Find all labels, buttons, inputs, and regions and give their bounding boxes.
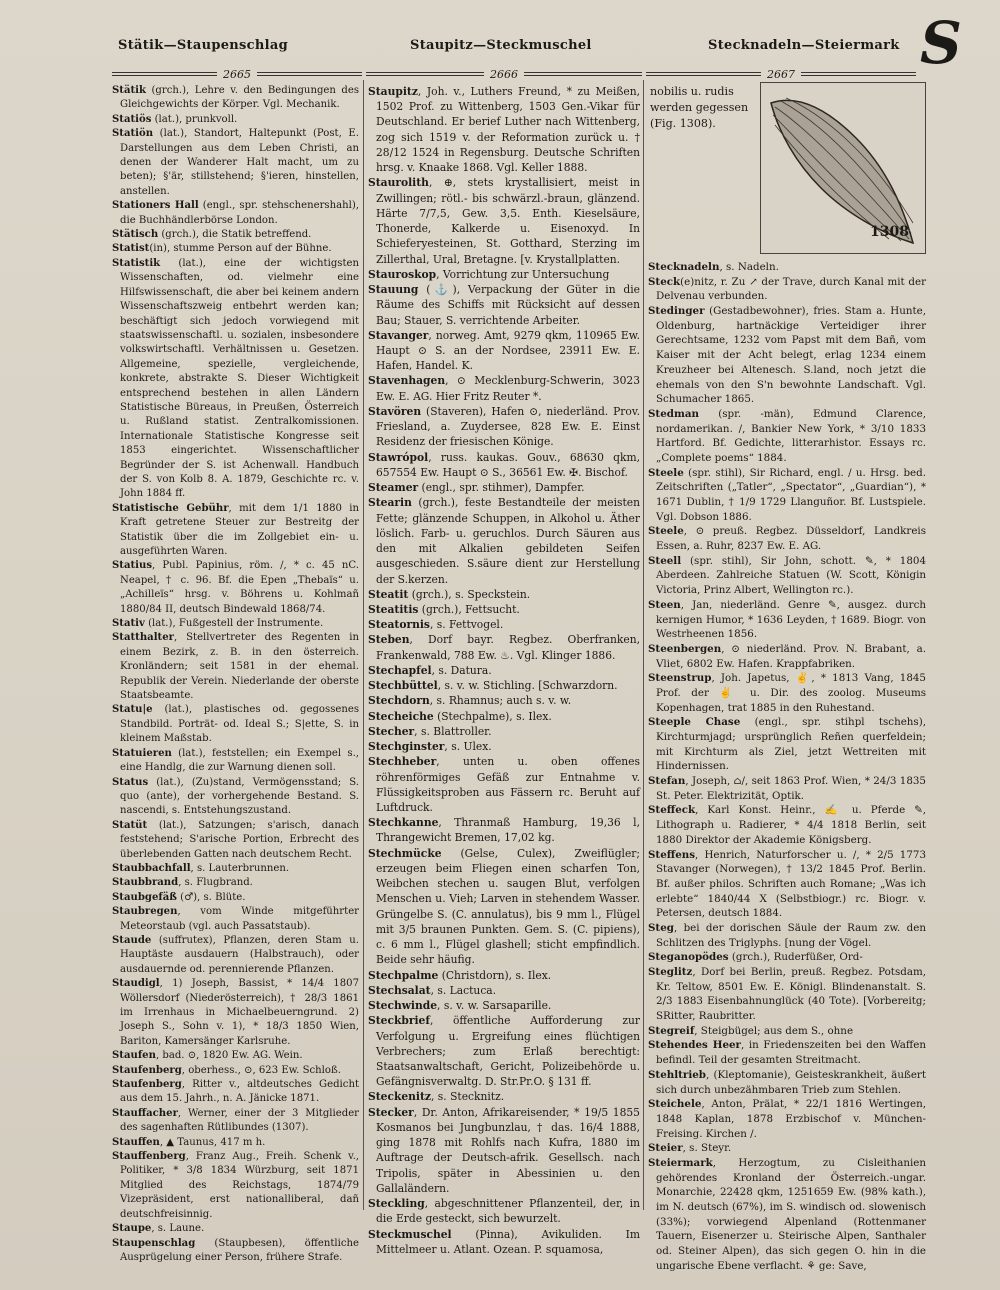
dictionary-entry: Statistik (lat.), eine der wichtigsten Wissenschaften, od. vielmehr eine Hilfswissenschaft, die aber bei keinem andern Wissenschaftszweig entbehrt werden kan; beschäftigt sich jedoch vorwiegend mit staatswissenschaftl. u. sozialen, insbesondere volkswirtschaftl. Verhältnissen u. Gesetzen. Allgemeine, spezielle, vergleichende, konkrete, abstrakte S. Dieser Wichtigkeit entsprechend bestehen in allen Ländern Statistische Büreaus, in Preußen, Österreich u. Rußland statist. Zentralkomissionen. Internationale Statistische Kongresse seit 1853 eingerichtet. Wissenschaftlicher Begründer der S. ist Achenwall. Handbuch der S. von Kolb 8. A. 1879, Geschichte rc. v. John 1884 ff.	[112, 257, 359, 500]
dictionary-entry: Stätik (grch.), Lehre v. den Bedingungen des Gleichgewichts der Körper. Vgl. Mechanik.	[112, 85, 359, 111]
running-head-middle: Staupitz—Steckmuschel	[410, 38, 592, 53]
dictionary-entry: Steffeck, Karl Konst. Heinr., ✍ u. Pferde ✎, Lithograph u. Radierer, * 4/4 1818 Berlin, seit 1880 Direktor der Akademie Königsberg.	[648, 804, 926, 846]
dictionary-entry: Steichele, Anton, Prälat, * 22/1 1816 Wertingen, 1848 Kaplan, 1878 Erzbischof v. München-Freising. Kirchen ∕.	[648, 1098, 926, 1140]
dictionary-entry: Staubgefäß (♂), s. Blüte.	[112, 891, 246, 903]
dictionary-entry: Statius, Publ. Papinius, röm. ∕, * c. 45 nC. Neapel, † c. 96. Bf. die Epen „Thebaïs“ u. „Achilleïs“ hrsg. v. Böhrens u. Kohlmañ 1880/84 II, deutsch Bindewald 1868/74.	[112, 560, 359, 615]
dictionary-entry: Stauffenberg, Franz Aug., Freih. Schenk v., Politiker, * 3/8 1834 Würzburg, seit 1871 Mitglied des Reichstags, 1874/79 Vizepräsident, erst nationalliberal, dañ deutschfreisinnig.	[112, 1151, 359, 1220]
figure-caption-text: nobilis u. rudis werden gegessen (Fig. 1308).	[650, 85, 749, 130]
dictionary-entry: Stechwinde, s. v. w. Sarsaparille.	[368, 999, 552, 1013]
dictionary-entry: Statuieren (lat.), feststellen; ein Exempel s., eine Handlg, die zur Warnung dienen soll.	[112, 747, 359, 774]
column-left	[112, 84, 359, 1265]
dictionary-entry: Stechheber, unten u. oben offenes röhrenförmiges Gefäß zur Entnahme v. Flüssigkeitsproben aus Fässern rc. Beruht auf Luftdruck.	[368, 755, 640, 815]
running-head-right: Stecknadeln—Steiermark	[708, 38, 900, 53]
dictionary-entry: Steglitz, Dorf bei Berlin, preuß. Regbez. Potsdam, Kr. Teltow, 8501 Ew. E. Königl. Blindenanstalt. S. 2/3 1883 Eisenbahnunglück (40 Tote). [Vorbereitg; SRitter, Raubritter.	[648, 966, 926, 1023]
column-divider	[643, 80, 644, 1210]
dictionary-entry: Staudigl, 1) Joseph, Bassist, * 14/4 1807 Wöllersdorf (Niederösterreich), † 28/3 1861 im Irrenhaus in Michaelbeuerngrund. 2) Joseph S., Sohn v. 1), * 18/3 1850 Wien, Bariton, Kamersänger Karlsruhe.	[112, 978, 359, 1047]
dictionary-entry: Stativ (lat.), Fußgestell der Instrumente.	[112, 618, 324, 630]
dictionary-entry: Stauung (⚓), Verpackung der Güter in die Räume des Schiffs mit Rücksicht auf dessen Bau; Stauer, S. verrichtende Arbeiter.	[368, 283, 640, 327]
dictionary-entry: Statiön (lat.), Standort, Haltepunkt (Post, E. Darstellungen aus dem Leben Christi, an denen der Wanderer Halt macht, um zu beten); §'är, stillstehend; §'ieren, hinstellen, anstellen.	[112, 128, 359, 197]
figure-number: 1308	[870, 224, 909, 240]
dictionary-entry: Statu|e (lat.), plastisches od. gegossenes Standbild. Porträt- od. Ideal S.; S|ette, S. in kleinem Maßstab.	[112, 704, 359, 745]
dictionary-entry: Steell (spr. stihl), Sir John, schott. ✎, * 1804 Aberdeen. Zahlreiche Statuen (W. Scott, Königin Victoria, Prinz Albert, Wellington rc.).	[648, 554, 926, 597]
dictionary-entry: Stecknadeln, s. Nadeln.	[648, 261, 779, 273]
rule	[366, 72, 484, 76]
dictionary-entry: Steen, Jan, niederländ. Genre ✎, ausgez. durch kernigen Humor, * 1636 Leyden, † 1689. Biogr. von Westrheenen 1856.	[648, 598, 926, 641]
rule	[646, 72, 761, 76]
page-number-row-left	[112, 68, 362, 80]
dictionary-entry: Steatitis (grch.), Fettsucht.	[368, 602, 520, 616]
dictionary-entry: Stedman (spr. -män), Edmund Clarence, nordamerikan. ∕, Bankier New York, * 3/10 1833 Hartford. Bf. Gedichte, litterarhistor. Essays rc. „Complete poems“ 1884.	[648, 407, 926, 464]
dictionary-entry: Stawrópol, russ. kaukas. Gouv., 68630 qkm, 657554 Ew. Haupt ⊙ S., 36561 Ew. ✠. Bischof.	[368, 450, 640, 479]
dictionary-entry: Stechkanne, Thranmaß Hamburg, 19,36 l, Thrangewicht Bremen, 17,02 kg.	[368, 816, 640, 845]
dictionary-entry: Stechginster, s. Ulex.	[368, 740, 492, 754]
dictionary-entry: Stechmücke (Gelse, Culex), Zweiflügler; erzeugen beim Fliegen einen scharfen Ton, Weibchen stechen u. saugen Blut, verfolgen Menschen u. Vieh; Larven in stehendem Wasser. Grüngelbe S. (C. annulatus), bis 9 mm l., Flügel mit 3/5 braunen Punkten. Gem. S. (C. pipiens), c. 6 mm l., Flügel glashell; sticht empfindlich. Beide sehr häufig.	[368, 846, 640, 967]
dictionary-entry: Stecker, Dr. Anton, Afrikareisender, * 19/5 1855 Kosmanos bei Jungbunzlau, † das. 16/4 1888, ging 1878 mit Rohlfs nach Kufra, 1880 im Auftrage der Deutsch-afrik. Gesellsch. nach Tripolis, später in Abessinien u. den Gallaländern.	[368, 1105, 640, 1195]
dictionary-entry: Steenstrup, Joh. Japetus, ✌, * 1813 Vang, 1845 Prof. der ✌ u. Dir. des zoolog. Museums Kopenhagen, trat 1885 in den Ruhestand.	[648, 672, 926, 714]
page-number-right: 2667	[767, 67, 795, 81]
dictionary-entry: Stechpalme (Christdorn), s. Ilex.	[368, 968, 552, 982]
dictionary-entry: Steckmuschel (Pinna), Avikuliden. Im Mittelmeer u. Atlant. Ozean. P. squamosa,	[368, 1227, 640, 1256]
dictionary-entry: Statüt (lat.), Satzungen; s'arisch, danach feststehend; S'arische Portion, Erbrecht des überlebenden Gatten nach deutschem Recht.	[112, 819, 359, 860]
dictionary-entry: Steier, s. Steyr.	[648, 1142, 732, 1155]
dictionary-entry: Stavanger, norweg. Amt, 9279 qkm, 110965 Ew. Haupt ⊙ S. an der Nordsee, 23911 Ew. E. Hafen, Handel. K.	[368, 328, 640, 373]
dictionary-entry: Stätisch (grch.), die Statik betreffend.	[112, 229, 312, 241]
rule	[112, 72, 217, 76]
dictionary-entry: Statistische Gebühr, mit dem 1/1 1880 in Kraft getretene Steuer zur Bestreitg der Statistik über die im Zollgebiet ein- u. ausgeführten Waren.	[112, 502, 359, 557]
dictionary-entry: Staufen, bad. ⊙, 1820 Ew. AG. Wein.	[112, 1050, 303, 1062]
section-letter: S	[920, 9, 962, 77]
dictionary-entry: Stationers Hall (engl., spr. stehschenershahl), die Buchhändlerbörse London.	[112, 200, 359, 226]
dictionary-entry: Stechapfel, s. Datura.	[368, 663, 492, 677]
rule	[257, 72, 362, 76]
dictionary-entry: Stauroskop, Vorrichtung zur Untersuchung	[368, 267, 610, 281]
dictionary-entry: Stearin (grch.), feste Bestandteile der meisten Fette; glänzende Schuppen, in Alkohol u. Äther löslich. Farb- u. geruchlos. Durch Säuren aus den mit Alkalien gebildeten Seifen ausgeschieden. S.säure dient zur Herstellung der S.kerzen.	[368, 496, 640, 586]
dictionary-entry: Stecheiche (Stechpalme), s. Ilex.	[368, 709, 552, 723]
page-number-row-right	[646, 68, 916, 80]
dictionary-entry: Stefan, Joseph, ⌂∕, seit 1863 Prof. Wien, * 24/3 1835 St. Peter. Elektrizität, Optik.	[648, 775, 926, 802]
dictionary-entry: Stecher, s. Blattroller.	[368, 724, 492, 738]
dictionary-entry: Steatit (grch.), s. Speckstein.	[368, 587, 531, 601]
dictionary-entry: Statthalter, Stellvertreter des Regenten in einem Bezirk, z. B. in den österreich. Kronländern; seit 1581 in der ehemal. Republik der Verein. Niederlande der oberste Staatsbeamte.	[112, 632, 359, 702]
dictionary-entry: Staupitz, Joh. v., Luthers Freund, * zu Meißen, 1502 Prof. zu Wittenberg, 1503 Gen.-Vikar für Deutschland. Er berief Luther nach Wittenberg, zog sich 1519 v. der Reformation zurück u. † 28/12 1524 in Regensburg. Deutsche Schriften hrsg. v. Knaake 1868. Vgl. Keller 1888.	[368, 85, 640, 175]
dictionary-entry: Steganopödes (grch.), Ruderfüßer, Ord-	[648, 951, 863, 964]
dictionary-entry: Stehltrieb, (Kleptomanie), Geisteskrankheit, äußert sich durch unbezähmbaren Trieb zum Stehlen.	[648, 1068, 926, 1096]
dictionary-entry: Staufenberg, oberhess., ⊙, 623 Ew. Schloß.	[112, 1064, 341, 1076]
dictionary-entry: Stechdorn, s. Rhamnus; auch s. v. w.	[368, 694, 572, 708]
page-number-middle: 2666	[490, 67, 518, 81]
dictionary-entry: Stavören (Staveren), Hafen ⊙, niederländ. Prov. Friesland, a. Zuydersee, 828 Ew. E. Einst Residenz der friesischen Könige.	[368, 404, 640, 449]
page-number-left: 2665	[223, 67, 251, 81]
dictionary-entry: Steeple Chase (engl., spr. stihpl tschehs), Kirchturmjagd; ursprünglich Reñen querfeldein; mit Kirchturm als Ziel, jetzt Wettreiten mit Hindernissen.	[648, 716, 927, 773]
dictionary-entry: Staurolith, ⊕, stets krystallisiert, meist in Zwillingen; rötl.- bis schwärzl.-braun, glänzend. Härte 7/7,5, Gew. 3,5. Enth. Kieselsäure, Thonerde, Kalkerde u. Eisenoxyd. In Schieferyesteinen, St. Gotthard, Sterzing im Zillerthal, Ural, Bretagne. [v. Krystallplatten.	[368, 176, 640, 266]
rule	[801, 72, 916, 76]
dictionary-entry: Steele, ⊙ preuß. Regbez. Düsseldorf, Landkreis Essen, a. Ruhr, 8237 Ew. E. AG.	[648, 525, 926, 553]
column-divider	[363, 80, 364, 1210]
column-middle	[368, 84, 640, 1257]
running-head-left: Stätik—Staupenschlag	[118, 38, 288, 53]
dictionary-entry: Stechbüttel, s. v. w. Stichling. [Schwarzdorn.	[368, 679, 618, 693]
page-number-row-middle	[366, 68, 642, 80]
rule	[524, 72, 642, 76]
dictionary-entry: Steck(e)nitz, r. Zu ↗ der Trave, durch Kanal mit der Delvenau verbunden.	[648, 275, 926, 303]
dictionary-entry: Stauffen, ▲ Taunus, 417 m h.	[112, 1136, 266, 1148]
dictionary-entry: Steenbergen, ⊙ niederländ. Prov. N. Brabant, a. Vliet, 6802 Ew. Hafen. Krappfabriken.	[648, 642, 926, 670]
dictionary-entry: Stavenhagen, ⊙ Mecklenburg-Schwerin, 3023 Ew. E. AG. Hier Fritz Reuter *.	[368, 374, 640, 403]
dictionary-entry: Steckenitz, s. Stecknitz.	[368, 1090, 505, 1104]
dictionary-entry: Stauffacher, Werner, einer der 3 Mitglieder des sagenhaften Rütlibundes (1307).	[112, 1107, 359, 1134]
dictionary-entry: Stegreif, Steigbügel; aus dem S., ohne	[648, 1024, 854, 1037]
dictionary-entry: Steamer (engl., spr. stihmer), Dampfer.	[368, 481, 585, 495]
dictionary-entry: Steckbrief, öffentliche Aufforderung zur Verfolgung u. Ergreifung eines flüchtigen Verbrechers; zum Erlaß berechtigt: Staatsanwaltschaft, Gericht, Polizeibehörde u. Gefängnisverwaltg. D. Str.Pr.O. § 131 ff.	[368, 1014, 640, 1089]
column-right	[648, 260, 926, 1273]
dictionary-entry: Staubbachfall, s. Lauterbrunnen.	[112, 862, 290, 874]
dictionary-entry: Staubbrand, s. Flugbrand.	[112, 877, 253, 889]
dictionary-entry: Staufenberg, Ritter v., altdeutsches Gedicht aus dem 15. Jahrh., n. A. Jänicke 1871.	[112, 1079, 359, 1105]
dictionary-entry: Steiermark, Herzogtum, zu Cisleithanien gehörendes Kronland der Österreich.-ungar. Monarchie, 22428 qkm, 1251659 Ew. (98% kath.), im N. deutsch (67%), im S. windisch od. slowenisch (33%); vorwiegend Alpenland (Rottenmaner Tauern, Eisenerzer u. Steirische Alpen, Santhaler od. Steiner Alpen), das sich gegen O. hin in die ungarische Ebene verflacht. ⚘ ge: Save,	[648, 1156, 926, 1272]
dictionary-entry: Steben, Dorf bayr. Regbez. Oberfranken, Frankenwald, 788 Ew. ♨. Vgl. Klinger 1886.	[368, 633, 640, 662]
dictionary-entry: Statiös (lat.), prunkvoll.	[112, 113, 238, 125]
dictionary-entry: Status (lat.), (Zu)stand, Vermögensstand; S. quo (ante), der vorhergehende Bestand. S. nascendi, s. Entstehungszustand.	[112, 776, 359, 817]
dictionary-entry: Steckling, abgeschnittener Pflanzenteil, der, in die Erde gesteckt, sich bewurzelt.	[368, 1197, 640, 1226]
dictionary-entry: Stechsalat, s. Lactuca.	[368, 983, 497, 997]
dictionary-entry: Staude (suffrutex), Pflanzen, deren Stam u. Hauptäste ausdauern (Halbstrauch), oder ausdauernde od. perennierende Pflanzen.	[112, 934, 359, 975]
dictionary-entry: Steffens, Henrich, Naturforscher u. ∕, * 2/5 1773 Stavanger (Norwegen), † 13/2 1845 Prof. Berlin. Bf. außer philos. Schriften auch Romane; „Was ich erlebte“ 1840/44 X (Selbstbiogr.) rc. Biogr. v. Petersen, deutsch 1884.	[648, 848, 926, 920]
dictionary-entry: Staupe, s. Laune.	[112, 1223, 205, 1235]
dictionary-entry: Stehendes Heer, in Friedenszeiten bei den Waffen befindl. Teil der gesamten Streitmacht.	[648, 1039, 926, 1067]
dictionary-entry: Stedinger (Gestadbewohner), fries. Stam a. Hunte, Oldenburg, hartnäckige Verteidiger ihrer Gerechtsame, 1232 vom Papst mit dem Bañ, vom Kaiser mit der Acht belegt, erlag 1234 einem Kreuzheer bei Altenesch. S.land, noch jetzt die ehemals von den S'n bewohnte Landschaft. Vgl. Schumacher 1865.	[648, 305, 926, 406]
dictionary-entry: Statist(in), stumme Person auf der Bühne.	[112, 243, 332, 255]
dictionary-entry: Steele (spr. stihl), Sir Richard, engl. ∕ u. Hrsg. bed. Zeitschriften („Tatler“, „Spectator“, „Guardian“), * 1671 Dublin, † 1/9 1729 Llanguñor. Bf. Lustspiele. Vgl. Dobson 1886.	[648, 466, 926, 523]
dictionary-entry: Steatornis, s. Fettvogel.	[368, 618, 504, 632]
dictionary-entry: Staupenschlag (Staupbesen), öffentliche Ausprügelung einer Person, frühere Strafe.	[112, 1237, 359, 1263]
dictionary-entry: Steg, bei der dorischen Säule der Raum zw. den Schlitzen des Triglyphs. [nung der Vögel.	[648, 921, 926, 949]
dictionary-entry: Staubregen, vom Winde mitgeführter Meteorstaub (vgl. auch Passatstaub).	[112, 906, 359, 932]
